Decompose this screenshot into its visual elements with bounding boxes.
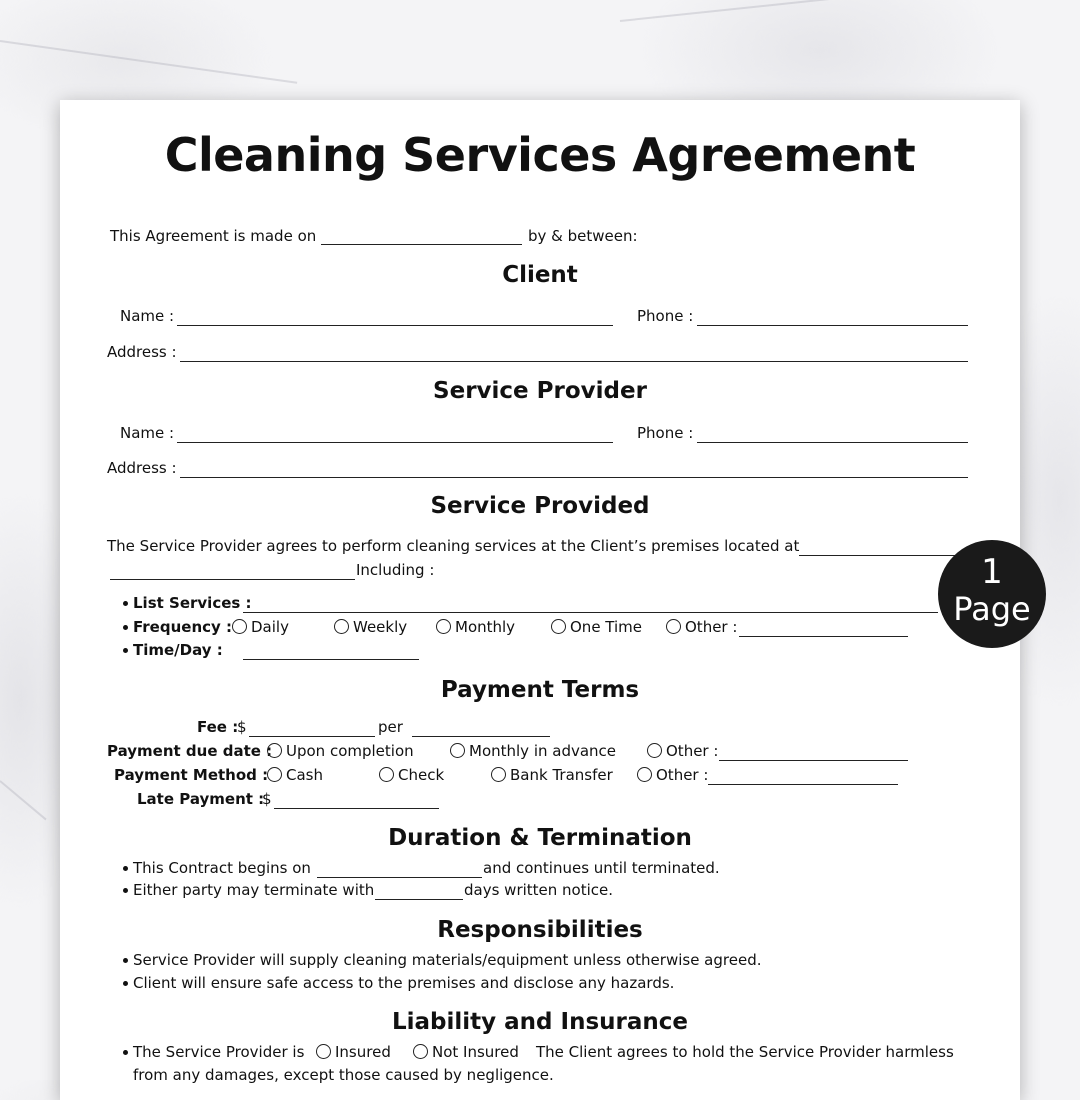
fee-per: per	[378, 718, 403, 736]
bullet	[123, 888, 128, 893]
due-monthly-advance-radio[interactable]	[450, 743, 465, 758]
late-currency: $	[262, 790, 272, 808]
fee-label: Fee :	[197, 718, 239, 736]
frequency-other-radio[interactable]	[666, 619, 681, 634]
liability-heading: Liability and Insurance	[391, 1009, 688, 1035]
method-cash-radio[interactable]	[267, 767, 282, 782]
insured-radio[interactable]	[316, 1044, 331, 1059]
frequency-option: Other :	[685, 618, 738, 636]
method-option: Cash	[286, 766, 323, 784]
frequency-one-time-radio[interactable]	[551, 619, 566, 634]
list-services-label: List Services :	[133, 594, 252, 612]
provider-heading: Service Provider	[433, 378, 647, 404]
duration-heading: Duration & Termination	[388, 825, 692, 851]
marble-vein	[0, 40, 297, 84]
page-count-number: 1	[981, 552, 1003, 592]
client-phone-field[interactable]	[697, 325, 968, 326]
client-address-field[interactable]	[180, 361, 968, 362]
page-count-badge	[938, 540, 1046, 648]
intro-suffix: by & between:	[528, 227, 638, 245]
late-payment-label: Late Payment :	[137, 790, 265, 808]
fee-currency: $	[237, 718, 247, 736]
bullet	[123, 958, 128, 963]
client-phone-label: Phone :	[637, 307, 694, 325]
frequency-monthly-radio[interactable]	[436, 619, 451, 634]
provider-name-label: Name :	[120, 424, 175, 442]
frequency-weekly-radio[interactable]	[334, 619, 349, 634]
bullet	[123, 1050, 128, 1055]
contract-start-field[interactable]	[317, 877, 482, 878]
including-label: Including :	[356, 561, 435, 579]
marble-vein	[620, 0, 998, 22]
due-date-label: Payment due date :	[107, 742, 273, 760]
frequency-option: Monthly	[455, 618, 516, 636]
fee-amount-field[interactable]	[249, 736, 375, 737]
provider-name-field[interactable]	[177, 442, 613, 443]
method-option: Bank Transfer	[510, 766, 613, 784]
service-heading: Service Provided	[430, 493, 650, 519]
duration-line2-prefix: Either party may terminate with	[133, 881, 375, 899]
bullet	[123, 625, 128, 630]
method-bank-transfer-radio[interactable]	[491, 767, 506, 782]
liability-prefix: The Service Provider is	[133, 1043, 305, 1061]
time-day-label: Time/Day :	[133, 641, 223, 659]
method-option: Check	[398, 766, 445, 784]
frequency-label: Frequency :	[133, 618, 233, 636]
time-day-field[interactable]	[243, 659, 419, 660]
responsibility-item: Client will ensure safe access to the premises and disclose any hazards.	[133, 974, 675, 992]
client-address-label: Address :	[107, 343, 177, 361]
provider-address-field[interactable]	[180, 477, 968, 478]
provider-phone-label: Phone :	[637, 424, 694, 442]
client-heading: Client	[502, 262, 578, 288]
late-payment-field[interactable]	[274, 808, 439, 809]
intro-prefix: This Agreement is made on	[110, 227, 317, 245]
due-option: Other :	[666, 742, 719, 760]
marble-vein	[0, 780, 47, 820]
agreement-date-field[interactable]	[321, 244, 522, 245]
premises-location-field-2[interactable]	[110, 579, 355, 580]
frequency-other-field[interactable]	[739, 636, 908, 637]
responsibility-item: Service Provider will supply cleaning materials/equipment unless otherwise agreed.	[133, 951, 762, 969]
list-services-field[interactable]	[243, 612, 938, 613]
frequency-daily-radio[interactable]	[232, 619, 247, 634]
responsibilities-heading: Responsibilities	[437, 917, 643, 943]
notice-days-field[interactable]	[375, 899, 463, 900]
bullet	[123, 648, 128, 653]
method-option: Other :	[656, 766, 709, 784]
due-option: Upon completion	[286, 742, 414, 760]
bullet	[123, 601, 128, 606]
insurance-option: Not Insured	[432, 1043, 519, 1061]
liability-text-continued: from any damages, except those caused by negligence.	[133, 1066, 554, 1084]
agreement-page	[60, 100, 1020, 1100]
fee-period-field[interactable]	[412, 736, 550, 737]
frequency-option: Weekly	[353, 618, 408, 636]
provider-phone-field[interactable]	[697, 442, 968, 443]
due-other-radio[interactable]	[647, 743, 662, 758]
duration-line2-suffix: days written notice.	[464, 881, 614, 899]
due-other-field[interactable]	[719, 760, 908, 761]
duration-line1-suffix: and continues until terminated.	[483, 859, 720, 877]
frequency-option: One Time	[570, 618, 643, 636]
due-option: Monthly in advance	[469, 742, 617, 760]
method-other-radio[interactable]	[637, 767, 652, 782]
liability-text: The Client agrees to hold the Service Provider harmless	[536, 1043, 954, 1061]
client-name-field[interactable]	[177, 325, 613, 326]
bullet	[123, 866, 128, 871]
provider-address-label: Address :	[107, 459, 177, 477]
method-other-field[interactable]	[708, 784, 898, 785]
due-upon-completion-radio[interactable]	[267, 743, 282, 758]
page-title: Cleaning Services Agreement	[164, 128, 916, 182]
service-sentence: The Service Provider agrees to perform cleaning services at the Client’s premises located at	[107, 537, 800, 555]
bullet	[123, 981, 128, 986]
client-name-label: Name :	[120, 307, 175, 325]
page-count-label: Page	[953, 590, 1031, 628]
insurance-option: Insured	[335, 1043, 391, 1061]
payment-heading: Payment Terms	[440, 677, 640, 703]
not-insured-radio[interactable]	[413, 1044, 428, 1059]
duration-line1-prefix: This Contract begins on	[133, 859, 311, 877]
frequency-option: Daily	[251, 618, 289, 636]
payment-method-label: Payment Method :	[114, 766, 269, 784]
method-check-radio[interactable]	[379, 767, 394, 782]
